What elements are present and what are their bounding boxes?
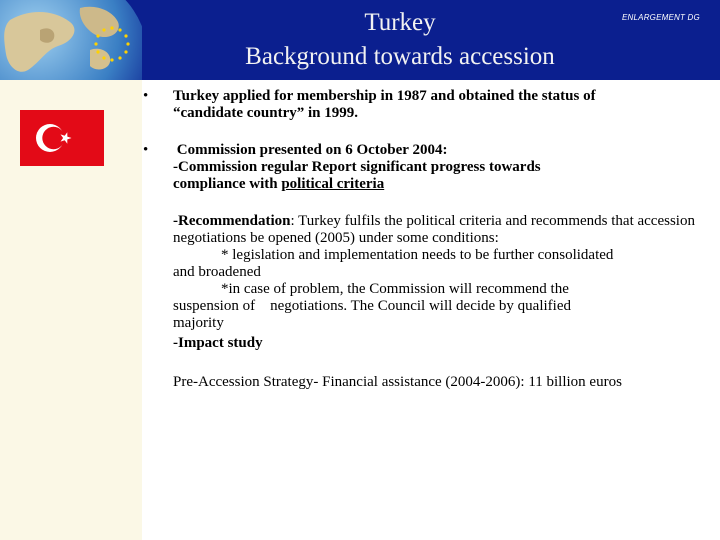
condition2-line1: *in case of problem, the Commission will recommend the: [221, 281, 569, 297]
globe-icon: [0, 0, 142, 80]
slide-body: [143, 88, 708, 391]
slide-title: [190, 6, 610, 74]
recommendation-text: [173, 213, 708, 247]
item2-line2: -Commission regular Report significant progress towards: [173, 159, 541, 175]
political-criteria-text: political criteria: [281, 176, 385, 192]
item1-line1: Turkey applied for membership in 1987 and obtained the status of: [173, 88, 596, 104]
recommendation-block: [143, 213, 708, 352]
item2-line3-pre: compliance with: [173, 176, 282, 192]
bullet: •: [143, 142, 149, 158]
turkey-flag-icon: [20, 110, 104, 166]
condition1-line1: * legislation and implementation needs to be further consolidated: [221, 247, 614, 263]
item2-line3: [173, 176, 708, 193]
item2-line1-text: Commission presented on 6 October 2004:: [176, 142, 448, 158]
list-item: [143, 142, 708, 193]
item1-line2: “candidate country” in 1999.: [173, 105, 359, 121]
bullet: •: [143, 88, 149, 104]
condition2-line3: majority: [173, 315, 224, 331]
item2-line1: [173, 142, 708, 159]
list-item: [143, 88, 708, 122]
condition1-line2: and broadened: [173, 264, 261, 280]
recommendation-label: -Recommendation: [173, 213, 291, 229]
impact-study: -Impact study: [173, 335, 263, 351]
pre-accession-text: Pre-Accession Strategy- Financial assistance (2004-2006): 11 billion euros: [173, 374, 622, 390]
recommendation-body: : Turkey fulfils the political criteria and recommends that accession negotiations be opened (2005) under some conditions:: [173, 213, 695, 246]
condition2-line2: suspension of negotiations. The Council will decide by qualified: [173, 298, 571, 314]
dg-label: ENLARGEMENT DG: [622, 13, 700, 22]
title-line-2: Background towards accession: [245, 43, 555, 70]
header-bar: [0, 0, 720, 80]
title-line-1: Turkey: [364, 9, 436, 36]
